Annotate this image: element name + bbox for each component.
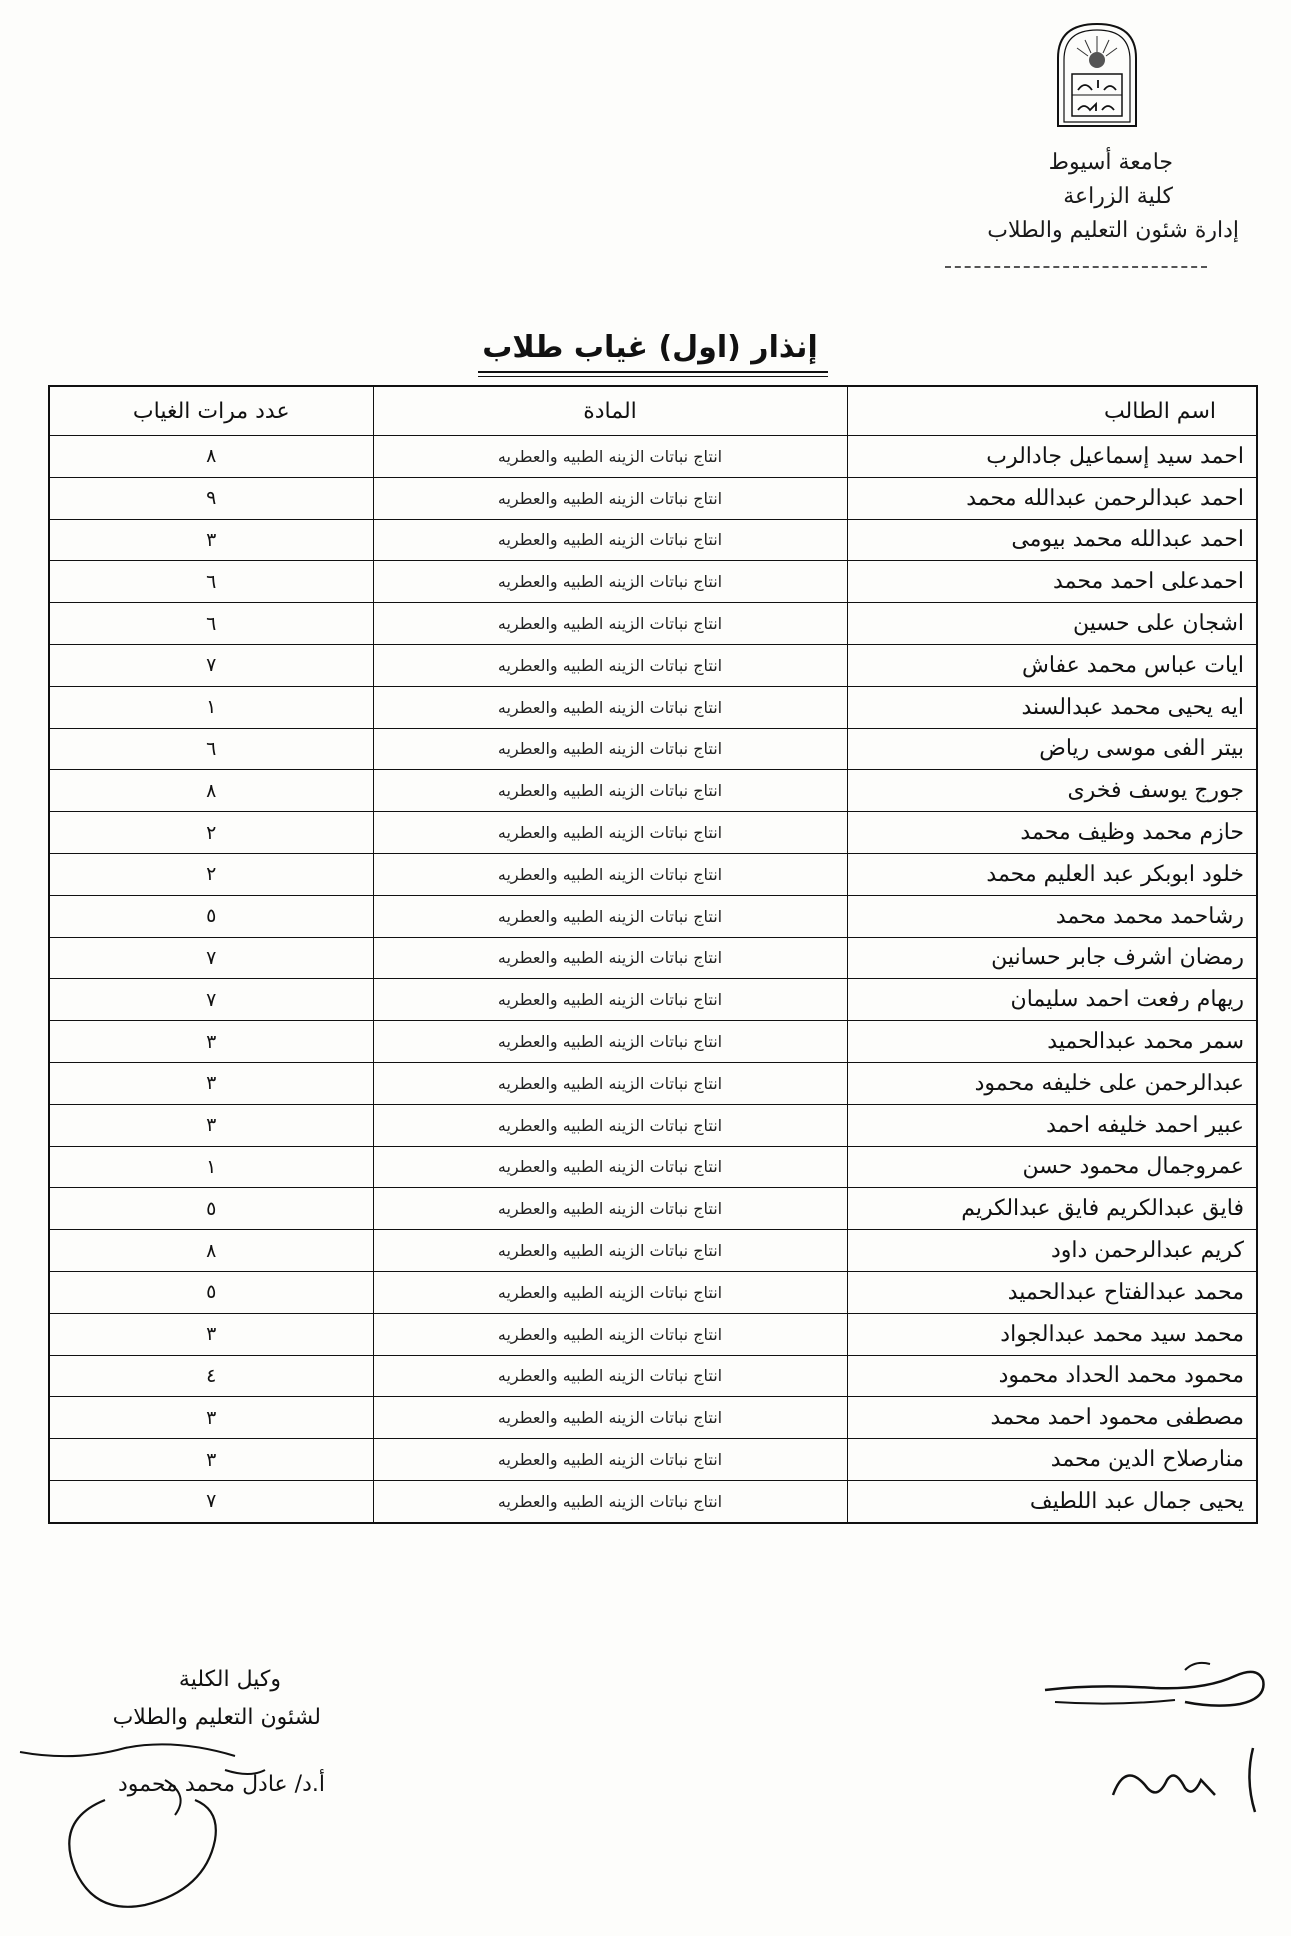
table-row: [49, 1271, 1257, 1313]
cell-absence-count: ٣: [49, 519, 373, 561]
cell-absence-count: ٣: [49, 1104, 373, 1146]
signatory-name: أ.د/ عادل محمد محمود: [117, 1772, 325, 1797]
cell-absence-count: ٨: [49, 1230, 373, 1272]
table-row: [49, 979, 1257, 1021]
cell-student-name: حازم محمد وظيف محمد: [847, 812, 1257, 854]
cell-student-name: منارصلاح الدين محمد: [847, 1439, 1257, 1481]
signatory-department: لشئون التعليم والطلاب: [112, 1705, 321, 1730]
table-row: [49, 603, 1257, 645]
cell-student-name: بيتر الفى موسى رياض: [847, 728, 1257, 770]
cell-absence-count: ٧: [49, 937, 373, 979]
cell-student-name: عبدالرحمن على خليفه محمود: [847, 1062, 1257, 1104]
cell-student-name: مصطفى محمود احمد محمد: [847, 1397, 1257, 1439]
cell-absence-count: ٦: [49, 728, 373, 770]
cell-absence-count: ٩: [49, 477, 373, 519]
column-header-student-name: اسم الطالب: [847, 386, 1257, 436]
cell-subject: انتاج نباتات الزينه الطبيه والعطريه: [373, 1397, 847, 1439]
cell-absence-count: ٣: [49, 1062, 373, 1104]
table-row: [49, 895, 1257, 937]
cell-absence-count: ١: [49, 686, 373, 728]
cell-absence-count: ٣: [49, 1313, 373, 1355]
cell-absence-count: ٧: [49, 979, 373, 1021]
cell-student-name: اشجان على حسين: [847, 603, 1257, 645]
table-row: [49, 1230, 1257, 1272]
table-row: [49, 1313, 1257, 1355]
table-row: [49, 436, 1257, 478]
cell-student-name: احمدعلى احمد محمد: [847, 561, 1257, 603]
cell-student-name: سمر محمد عبدالحميد: [847, 1021, 1257, 1063]
title-underline-secondary: [478, 376, 828, 377]
table-row: [49, 1355, 1257, 1397]
cell-subject: انتاج نباتات الزينه الطبيه والعطريه: [373, 1313, 847, 1355]
cell-subject: انتاج نباتات الزينه الطبيه والعطريه: [373, 895, 847, 937]
cell-student-name: احمد سيد إسماعيل جادالرب: [847, 436, 1257, 478]
table-row: [49, 812, 1257, 854]
cell-student-name: ايات عباس محمد عفاش: [847, 644, 1257, 686]
cell-student-name: محمد عبدالفتاح عبدالحميد: [847, 1271, 1257, 1313]
cell-student-name: احمد عبدالرحمن عبدالله محمد: [847, 477, 1257, 519]
column-header-subject: المادة: [373, 386, 847, 436]
cell-student-name: محمد سيد محمد عبدالجواد: [847, 1313, 1257, 1355]
cell-absence-count: ٣: [49, 1021, 373, 1063]
cell-absence-count: ٤: [49, 1355, 373, 1397]
cell-subject: انتاج نباتات الزينه الطبيه والعطريه: [373, 812, 847, 854]
table-row: [49, 937, 1257, 979]
cell-student-name: ايه يحيى محمد عبدالسند: [847, 686, 1257, 728]
table-row: [49, 477, 1257, 519]
cell-subject: انتاج نباتات الزينه الطبيه والعطريه: [373, 728, 847, 770]
cell-subject: انتاج نباتات الزينه الطبيه والعطريه: [373, 686, 847, 728]
cell-student-name: ريهام رفعت احمد سليمان: [847, 979, 1257, 1021]
cell-absence-count: ٢: [49, 853, 373, 895]
cell-subject: انتاج نباتات الزينه الطبيه والعطريه: [373, 770, 847, 812]
cell-absence-count: ٦: [49, 561, 373, 603]
cell-absence-count: ٨: [49, 770, 373, 812]
cell-student-name: عمروجمال محمود حسن: [847, 1146, 1257, 1188]
absence-table-wrapper: [48, 385, 1256, 1524]
cell-absence-count: ٥: [49, 1188, 373, 1230]
table-row: [49, 1188, 1257, 1230]
cell-student-name: فايق عبدالكريم فايق عبدالكريم: [847, 1188, 1257, 1230]
table-row: [49, 1021, 1257, 1063]
cell-subject: انتاج نباتات الزينه الطبيه والعطريه: [373, 1480, 847, 1522]
table-row: [49, 644, 1257, 686]
cell-absence-count: ١: [49, 1146, 373, 1188]
title-underline: [478, 371, 828, 373]
cell-student-name: رشاحمد محمد محمد: [847, 895, 1257, 937]
cell-absence-count: ٨: [49, 436, 373, 478]
table-row: [49, 519, 1257, 561]
department-name: إدارة شئون التعليم والطلاب: [987, 218, 1239, 243]
table-row: [49, 853, 1257, 895]
column-header-absence-count: عدد مرات الغياب: [49, 386, 373, 436]
signatory-title: وكيل الكلية: [178, 1667, 281, 1692]
university-name: جامعة أسيوط: [1048, 150, 1173, 175]
cell-absence-count: ٥: [49, 1271, 373, 1313]
table-row: [49, 770, 1257, 812]
document-title: إنذار (اول) غياب طلاب: [482, 330, 818, 365]
cell-subject: انتاج نباتات الزينه الطبيه والعطريه: [373, 519, 847, 561]
cell-subject: انتاج نباتات الزينه الطبيه والعطريه: [373, 561, 847, 603]
cell-absence-count: ٥: [49, 895, 373, 937]
university-logo: [1050, 18, 1145, 130]
table-header-row: [49, 386, 1257, 436]
table-row: [49, 1062, 1257, 1104]
table-row: [49, 1397, 1257, 1439]
cell-subject: انتاج نباتات الزينه الطبيه والعطريه: [373, 1271, 847, 1313]
absence-table: [48, 385, 1258, 1524]
cell-subject: انتاج نباتات الزينه الطبيه والعطريه: [373, 853, 847, 895]
cell-subject: انتاج نباتات الزينه الطبيه والعطريه: [373, 1146, 847, 1188]
cell-subject: انتاج نباتات الزينه الطبيه والعطريه: [373, 1021, 847, 1063]
table-row: [49, 686, 1257, 728]
cell-absence-count: ٦: [49, 603, 373, 645]
table-row: [49, 1480, 1257, 1522]
cell-absence-count: ٧: [49, 644, 373, 686]
cell-subject: انتاج نباتات الزينه الطبيه والعطريه: [373, 477, 847, 519]
cell-student-name: يحيى جمال عبد اللطيف: [847, 1480, 1257, 1522]
cell-subject: انتاج نباتات الزينه الطبيه والعطريه: [373, 1104, 847, 1146]
cell-subject: انتاج نباتات الزينه الطبيه والعطريه: [373, 1439, 847, 1481]
cell-subject: انتاج نباتات الزينه الطبيه والعطريه: [373, 1230, 847, 1272]
cell-subject: انتاج نباتات الزينه الطبيه والعطريه: [373, 1355, 847, 1397]
cell-student-name: محمود محمد الحداد محمود: [847, 1355, 1257, 1397]
cell-absence-count: ٣: [49, 1439, 373, 1481]
table-row: [49, 728, 1257, 770]
table-row: [49, 1104, 1257, 1146]
faculty-name: كلية الزراعة: [1063, 184, 1173, 209]
cell-absence-count: ٧: [49, 1480, 373, 1522]
cell-student-name: رمضان اشرف جابر حسانين: [847, 937, 1257, 979]
cell-student-name: جورج يوسف فخرى: [847, 770, 1257, 812]
cell-subject: انتاج نباتات الزينه الطبيه والعطريه: [373, 979, 847, 1021]
handwritten-mark: [1105, 1740, 1275, 1820]
cell-absence-count: ٢: [49, 812, 373, 854]
cell-student-name: كريم عبدالرحمن داود: [847, 1230, 1257, 1272]
header-divider: [945, 266, 1207, 268]
table-body: [49, 436, 1257, 1523]
cell-student-name: احمد عبدالله محمد بيومى: [847, 519, 1257, 561]
table-row: [49, 1146, 1257, 1188]
cell-absence-count: ٣: [49, 1397, 373, 1439]
dean-signature-scribble: [15, 1740, 315, 1930]
cell-subject: انتاج نباتات الزينه الطبيه والعطريه: [373, 603, 847, 645]
cell-student-name: خلود ابوبكر عبد العليم محمد: [847, 853, 1257, 895]
cell-subject: انتاج نباتات الزينه الطبيه والعطريه: [373, 644, 847, 686]
table-row: [49, 1439, 1257, 1481]
cell-student-name: عبير احمد خليفه احمد: [847, 1104, 1257, 1146]
cell-subject: انتاج نباتات الزينه الطبيه والعطريه: [373, 1062, 847, 1104]
cell-subject: انتاج نباتات الزينه الطبيه والعطريه: [373, 937, 847, 979]
cell-subject: انتاج نباتات الزينه الطبيه والعطريه: [373, 1188, 847, 1230]
cell-subject: انتاج نباتات الزينه الطبيه والعطريه: [373, 436, 847, 478]
table-row: [49, 561, 1257, 603]
